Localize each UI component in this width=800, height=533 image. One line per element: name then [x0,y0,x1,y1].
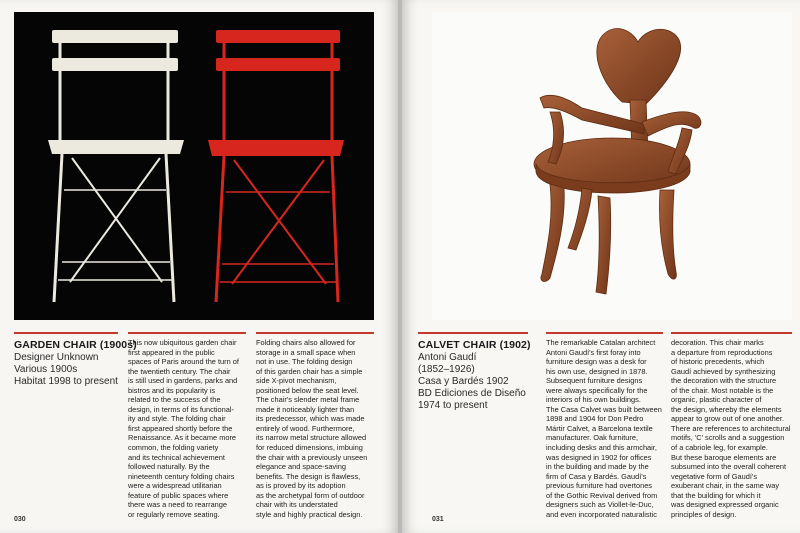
column-rule [671,332,792,334]
entry-meta [418,352,526,412]
body-column-2: Folding chairs also allowed for storage in a small space when not in use. The folding design of this garden chair has a simple side X-pivot mechanism, positioned below the seat level. The chair's slender metal frame made it noticeably lighter than its predecessor, which was made entirely of wood. Furthermore, its narrow metal structure allowed for reduced dimensions, imbuing the chair with a previously unseen elegance and space-saving benefits. The design is flawless, as is proved by its adoption as the archetypal form of outdoor chair with its understated style and highly practical design. [256,338,368,519]
right-page [402,0,800,533]
garden-chairs-illustration [14,12,374,320]
column-rule [128,332,246,334]
page-number: 031 [432,516,444,523]
column-rule [256,332,374,334]
entry-meta [14,352,118,388]
heading-rule [14,332,118,334]
column-rule [546,332,663,334]
date-line: Various 1900s [14,364,78,375]
white-garden-chair [48,30,184,302]
entry-heading: GARDEN CHAIR (1900s) [14,339,137,351]
red-garden-chair [208,30,344,302]
left-page [0,0,398,533]
calvet-chair-illustration [432,12,792,320]
designer-line: Designer Unknown [14,352,99,363]
designer-line: Antoni Gaudí [418,352,477,363]
calvet-armchair [534,29,701,294]
garden-chairs-photo [14,12,374,320]
body-column-2: decoration. This chair marks a departure from reproductions of historic precedents, which Gaudí achieved by synthesizing the decoration with the structure of the chair. Most notable is the organic, plastic character of the design, whereby the elements appear to grow out of one another. There are references to architectural motifs, 'C' scrolls and a suggestion of a cabriole leg, for example. But these baroque elements are subsumed into the overall coherent vegetative form of Gaudí's exuberant chair, in the same way that the building for which it was designed expressed organic principles of design. [671,338,791,519]
heading-rule [418,332,528,334]
page-number: 030 [14,516,26,523]
production-line: 1974 to present [418,400,488,411]
date-line: Casa y Bardés 1902 [418,376,509,387]
body-column-1: The remarkable Catalan architect Antoni Gaudí's first foray into furniture design was a desk for his own use, designed in 1878. Subsequent furniture designs were always specifically for the interiors of his own buildings. The Casa Calvet was built between 1898 and 1904 for Don Pedro Mártir Calvet, a Barcelona textile manufacturer. Oak furniture, including desks and this armchair, was designed in 1902 for offices in the building and made by the firm of Casa y Bardés. Gaudí's previous furniture had overtones of the Gothic Revival derived from designers such as Viollet-le-Duc, and even incorporated naturalistic [546,338,662,519]
body-column-1: This now ubiquitous garden chair first appeared in the public spaces of Paris around the turn of the twentieth century. The chair is still used in gardens, parks and bistros and its popularity is related to the success of the design, in terms of its functional- ity and style. The folding chair first appeared shortly before the Renaissance. As it became more common, the folding variety and its technical achievement followed naturally. By the nineteenth century folding chairs were a widespread utilitarian feature of public spaces where there was a need to rearrange or regularly remove seating. [128,338,239,519]
manufacturer-line: Habitat 1998 to present [14,376,118,387]
manufacturer-line: BD Ediciones de Diseño [418,388,526,399]
calvet-chair-photo [432,12,792,320]
lifespan-line: (1852–1926) [418,364,475,375]
entry-heading: CALVET CHAIR (1902) [418,339,531,351]
